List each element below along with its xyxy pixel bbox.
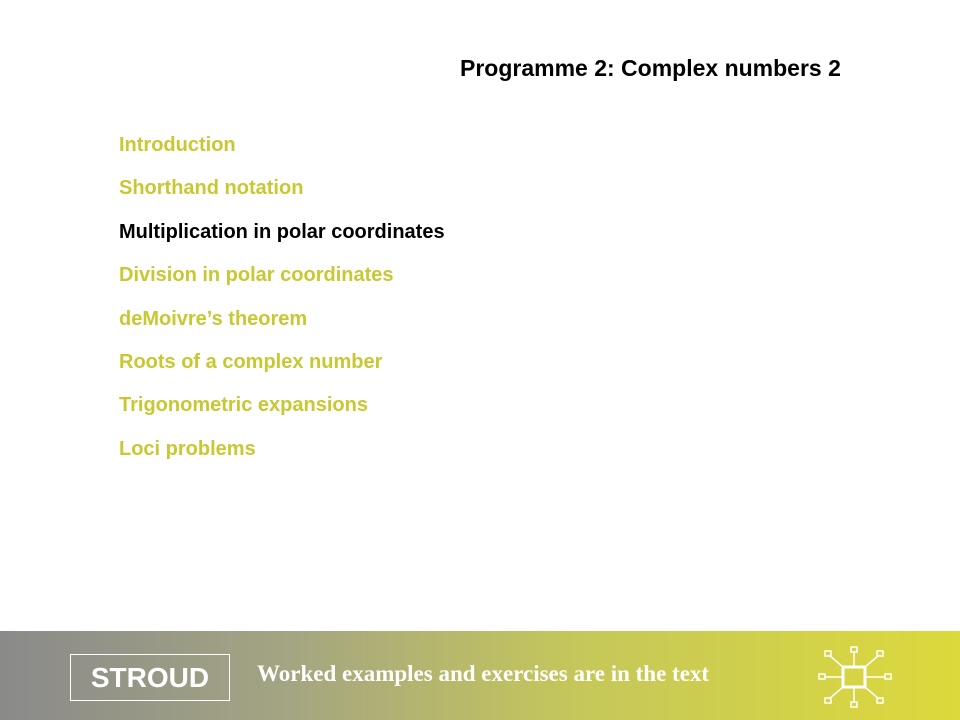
footer-bar xyxy=(0,631,960,720)
menu-item-multiplication-polar[interactable]: Multiplication in polar coordinates xyxy=(119,220,445,243)
menu-item-shorthand-notation[interactable]: Shorthand notation xyxy=(119,177,304,200)
menu-item-introduction[interactable]: Introduction xyxy=(119,134,236,156)
menu-item-trig-expansions[interactable]: Trigonometric expansions xyxy=(119,394,368,417)
page-title: Programme 2: Complex numbers 2 xyxy=(460,55,841,81)
navigation-hub-icon[interactable] xyxy=(815,645,895,709)
footer-tagline: Worked examples and exercises are in the text xyxy=(257,661,710,686)
menu-item-loci-problems[interactable]: Loci problems xyxy=(119,437,256,460)
stroud-brand: STROUD xyxy=(70,654,230,701)
menu-item-roots-complex[interactable]: Roots of a complex number xyxy=(119,350,383,373)
menu-item-demoivre-theorem[interactable]: deMoivre’s theorem xyxy=(119,307,308,330)
menu-item-division-polar[interactable]: Division in polar coordinates xyxy=(119,264,394,287)
topic-menu xyxy=(119,131,445,478)
